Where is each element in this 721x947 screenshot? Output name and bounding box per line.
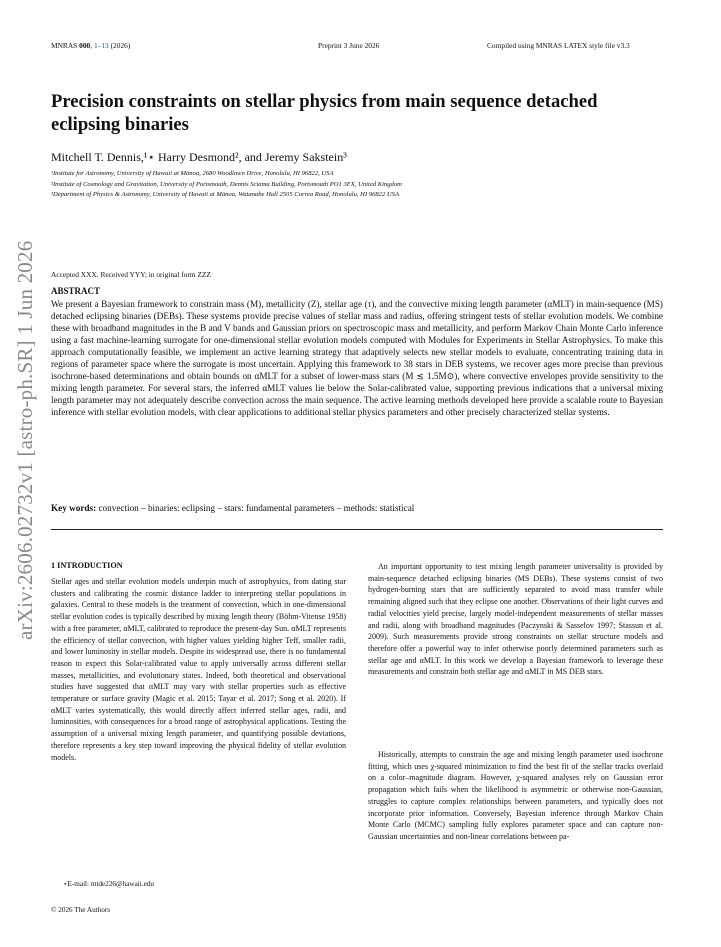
- arxiv-stamp: arXiv:2606.02732v1 [astro-ph.SR] 1 Jun 2026: [13, 240, 37, 640]
- affiliations: [51, 169, 402, 201]
- page-range-link[interactable]: 1–13: [93, 41, 109, 50]
- section-heading: 1 INTRODUCTION: [51, 561, 123, 570]
- copyright-line: © 2026 The Authors: [51, 906, 111, 914]
- keywords: [51, 503, 663, 513]
- abstract-heading: ABSTRACT: [51, 286, 101, 296]
- abstract-text: We present a Bayesian framework to constrain mass (M), metallicity (Z), stellar age (τ), and the convective mixing length parameter (αMLT) in main-sequence (MS) detached eclipsing binaries (DEBs). These systems provide precise values of stellar mass and radius, offering stringent tests of stellar evolution models. We combine these with broadband magnitudes in the B and V bands and Gaussian priors on spectroscopic mass and metallicity, and perform Markov Chain Monte Carlo inference using a fast machine-learning surrogate for one-dimensional stellar evolution models computed with Modules for Experiments in Stellar Astrophysics. To make this approach computationally feasible, we implement an active learning strategy that adaptively selects new stellar models to evaluate, concentrating training data in regions of parameter space where the surrogate is most uncertain. Applying this framework to 38 stars in DEB systems, we recover ages more precise than previous isochrone-based determinations and obtain bounds on αMLT for a subset of lower-mass stars (M ≲ 1.5M⊙), where convective envelopes provide sensitivity to the mixing length parameter. For several stars, the inferred αMLT values lie below the Solar-calibrated value, supporting previous indications that a universal mixing length parameter may not adequately describe convection across the main sequence. The active learning methods developed here provide a scalable route to Bayesian inference with stellar evolution models, with clear applications to additional stellar physics parameters and other precisely characterized stellar systems.: [51, 299, 663, 418]
- author-list: Mitchell T. Dennis,¹⋆ Harry Desmond², and Jeremy Sakstein³: [51, 150, 347, 164]
- paper-title: Precision constraints on stellar physics from main sequence detached eclipsing binaries: [51, 91, 598, 135]
- intro-right-paragraph-2: Historically, attempts to constrain the age and mixing length parameter used isochrone fitting, which uses χ-squared minimization to find the best fit of the stellar tracks overlaid on a color–magnitude diagram. However, χ-squared analyses rely on Gaussian error propagation which fails when the likelihood is asymmetric or otherwise non-Gaussian, struggles to capture complex relationships between parameters, and typically does not incorporate prior information. Conversely, Bayesian inference through Markov Chain Monte Carlo (MCMC) sampling fully explores parameter space and can capture non-Gaussian uncertainties and non-linear correlations between pa-: [368, 750, 663, 841]
- keywords-label: Key words:: [51, 503, 97, 513]
- affiliation-2: ²Institute of Cosmology and Gravitation, University of Portsmouth, Dennis Sciama Building, Portsmouth PO1 3FX, United Kingdom: [51, 180, 402, 188]
- affiliation-3: ³Department of Physics & Astronomy, University of Hawaii at Mānoa, Watanabe Hall 2505 Correa Road, Honolulu, HI 96822 USA: [51, 191, 400, 199]
- accepted-line: Accepted XXX. Received YYY; in original form ZZZ: [51, 270, 211, 279]
- intro-left-column: Stellar ages and stellar evolution models underpin much of astrophysics, from dating star clusters and calibrating the cosmic distance ladder to interpreting stellar populations in galaxies. Central to these models is the treatment of convection, which in one-dimensional stellar evolution codes is typically described by mixing length theory (Böhm-Vitense 1958) with a free parameter, αMLT, calibrated to reproduce the present-day Sun. αMLT represents the efficiency of stellar convection, with higher values yielding higher Teff, smaller radii, and lower luminosity in stellar models. Despite its widespread use, there is no fundamental reason to expect this Solar-calibrated value to apply universally across different stellar masses, metallicities, and evolutionary states. Indeed, both theoretical and observational studies have suggested that αMLT may vary with stellar properties such as effective temperature or surface gravity (Magic et al. 2015; Tayar et al. 2017; Song et al. 2020). If αMLT varies systematically, this would directly affect inferred stellar ages, radii, and luminosities, with consequences for a broad range of astrophysical applications. Testing the assumption of a universal mixing length parameter, and quantifying possible deviations, therefore represents a key step toward improving the physical fidelity of stellar evolution models.: [51, 577, 346, 762]
- intro-right-paragraph-1: An important opportunity to test mixing length parameter universality is provided by main-sequence detached eclipsing binaries (MS DEBs). These systems consist of two hydrogen-burning stars that are sufficiently separated to avoid mass transfer while remaining aligned such that they eclipse one another. Observations of their light curves and radial velocities yield precise, largely model-independent measurements of stellar masses and radii, along with broadband magnitudes (Paczynski & Sasselov 1997; Stassun et al. 2009). Such measurements provide strong constraints on stellar structure models and therefore offer a powerful way to infer otherwise poorly determined parameters such as stellar age and αMLT. In this work we develop a Bayesian framework to leverage these measurements and constrain both stellar age and αMLT in MS DEB stars.: [368, 562, 663, 677]
- section-divider: [51, 529, 663, 530]
- affiliation-1: ¹Institute for Astronomy, University of Hawaii at Mānoa, 2680 Woodlawn Drive, Honolulu, HI 96822, USA: [51, 170, 334, 177]
- corresponding-email: ⋆E-mail: mtde226@hawaii.edu: [63, 880, 154, 888]
- keywords-list: convection – binaries: eclipsing – stars: fundamental parameters – methods: statistical: [98, 503, 415, 513]
- running-header-preprint: Preprint 3 June 2026: [318, 41, 380, 50]
- running-header-compiled: Compiled using MNRAS LATEX style file v3.3: [487, 41, 630, 50]
- running-header-journal: MNRAS 000, 1–13 (2026): [51, 41, 131, 50]
